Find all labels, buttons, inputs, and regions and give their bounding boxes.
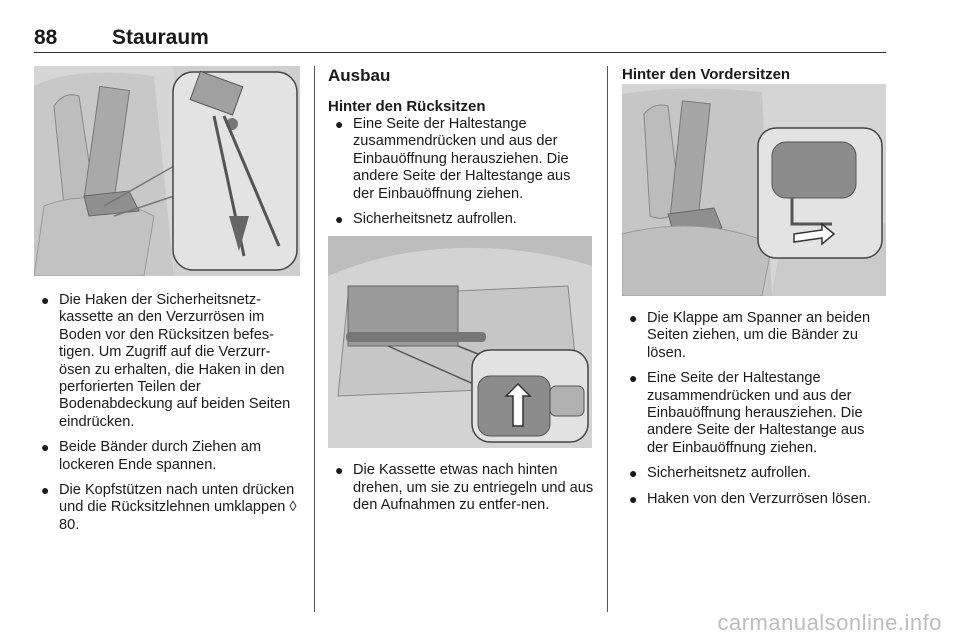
illustration-net-hooks [34, 66, 300, 276]
list-item: ● Sicherheitsnetz aufrollen. [335, 211, 517, 228]
column-1 [34, 66, 300, 542]
cross-reference-icon[interactable]: ◊ [289, 499, 297, 516]
watermark: carmanualsonline.info [717, 610, 942, 635]
list-item: ● Haken von den Verzurrösen lösen. [629, 490, 871, 507]
bullet-icon: ● [629, 490, 638, 507]
list-item: ● Die Klappe am Spanner an beiden Seiten ziehen, um die Bänder zu lösen. [629, 310, 871, 361]
bullet-icon: ● [335, 462, 344, 479]
bullet-icon: ● [41, 292, 50, 308]
section-title: Ausbau [328, 66, 391, 85]
bullet-icon: ● [629, 465, 638, 482]
page-header [34, 26, 886, 53]
list-item: ● Die Haken der Sicherheitsnetz-kassette an den Verzurrösen im Boden vor den Rücksitzen befes-tigen. Um Zugriff auf die Verzurr-ösen zu erhalten, die Haken in den perforierten Teilen der Bodenabdeckung auf beiden Seiten eindrücken. [41, 292, 291, 430]
column-2 [328, 66, 594, 523]
illustration-front-seat-net [622, 84, 886, 296]
instruction-list [34, 292, 300, 534]
column-divider [607, 66, 608, 612]
list-item: ● Beide Bänder durch Ziehen am lockeren Ende spannen. [41, 439, 262, 473]
illustration-cassette-removal [328, 236, 592, 448]
list-item: ● Die Kopfstützen nach unten drücken und die Rücksitzlehnen umklappen ◊ 80. [41, 482, 297, 533]
subsection-title: Hinter den Rücksitzen [328, 98, 486, 115]
bullet-icon: ● [335, 116, 344, 132]
list-item: ● Eine Seite der Haltestange zusammendrücken und aus der Einbauöffnung herausziehen. Die andere Seite der Haltestange aus der Einbauöffnung ziehen. [335, 116, 571, 202]
chapter-title: Stauraum [112, 26, 209, 49]
bullet-icon: ● [41, 439, 50, 456]
bullet-icon: ● [629, 370, 638, 387]
bullet-icon: ● [41, 482, 50, 499]
list-item: ● Die Kassette etwas nach hinten drehen, um sie zu entriegeln und aus den Aufnahmen zu entfer-nen. [335, 462, 594, 514]
column-3 [622, 66, 888, 516]
column-divider [314, 66, 315, 612]
instruction-list [622, 310, 888, 508]
instruction-list [328, 462, 594, 514]
bullet-icon: ● [335, 211, 344, 228]
instruction-list [328, 116, 594, 228]
page-number: 88 [34, 26, 58, 49]
list-item: ● Eine Seite der Haltestange zusammendrücken und aus der Einbauöffnung herausziehen. Die andere Seite der Haltestange aus der Einbauöffnung ziehen. [629, 370, 865, 456]
list-item: ● Sicherheitsnetz aufrollen. [629, 465, 811, 482]
subsection-title: Hinter den Vordersitzen [622, 66, 791, 83]
bullet-icon: ● [629, 310, 638, 326]
cross-reference-page[interactable]: 80. [59, 516, 80, 533]
